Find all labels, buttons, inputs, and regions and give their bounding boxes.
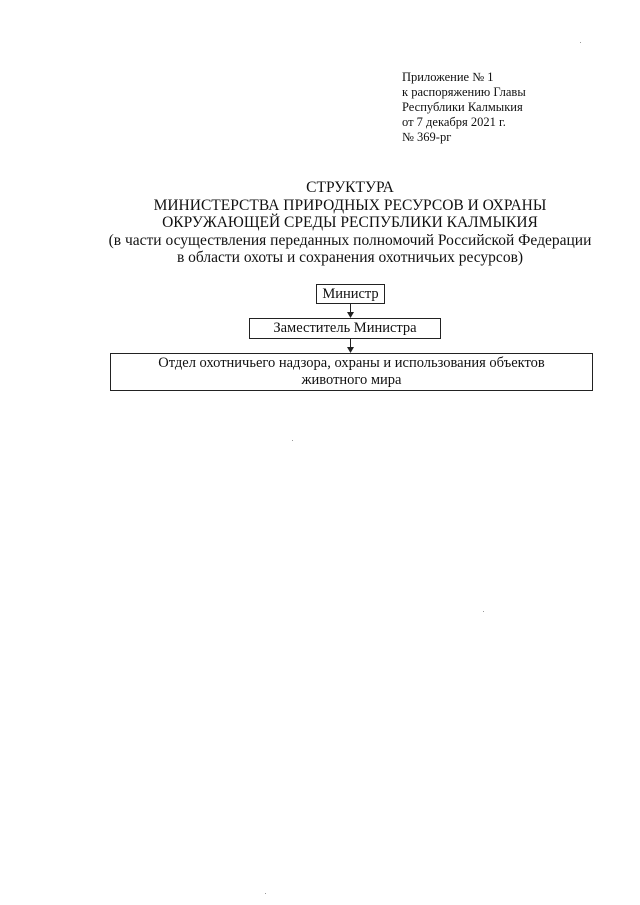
department-box [110, 353, 593, 391]
deputy-minister-label: Заместитель Министра [273, 320, 417, 336]
title-line: ОКРУЖАЮЩЕЙ СРЕДЫ РЕСПУБЛИКИ КАЛМЫКИЯ [162, 214, 538, 231]
appendix-line: от 7 декабря 2021 г. [402, 115, 506, 129]
appendix-line: Республики Калмыкия [402, 100, 523, 114]
minister-box [316, 284, 385, 304]
title-line: МИНИСТЕРСТВА ПРИРОДНЫХ РЕСУРСОВ И ОХРАНЫ [153, 196, 547, 214]
document-title [60, 179, 640, 267]
appendix-line: № 369-рг [402, 130, 452, 144]
minister-label: Министр [322, 286, 379, 302]
title-line: СТРУКТУРА [306, 179, 394, 196]
appendix-line: к распоряжению Главы [402, 85, 526, 99]
scan-speck [580, 42, 581, 43]
subtitle-line: в области охоты и сохранения охотничьих ресурсов) [176, 249, 524, 266]
department-label-line: животного мира [301, 371, 402, 388]
scan-speck [292, 440, 293, 441]
deputy-minister-box [249, 318, 441, 339]
appendix-line: Приложение № 1 [402, 70, 494, 84]
subtitle-line: (в части осуществления переданных полномочий Российской Федерации [108, 231, 592, 249]
department-label-line: Отдел охотничьего надзора, охраны и использования объектов [158, 355, 545, 371]
appendix-block [402, 70, 526, 145]
scan-speck [483, 611, 484, 612]
scan-speck [265, 893, 266, 894]
